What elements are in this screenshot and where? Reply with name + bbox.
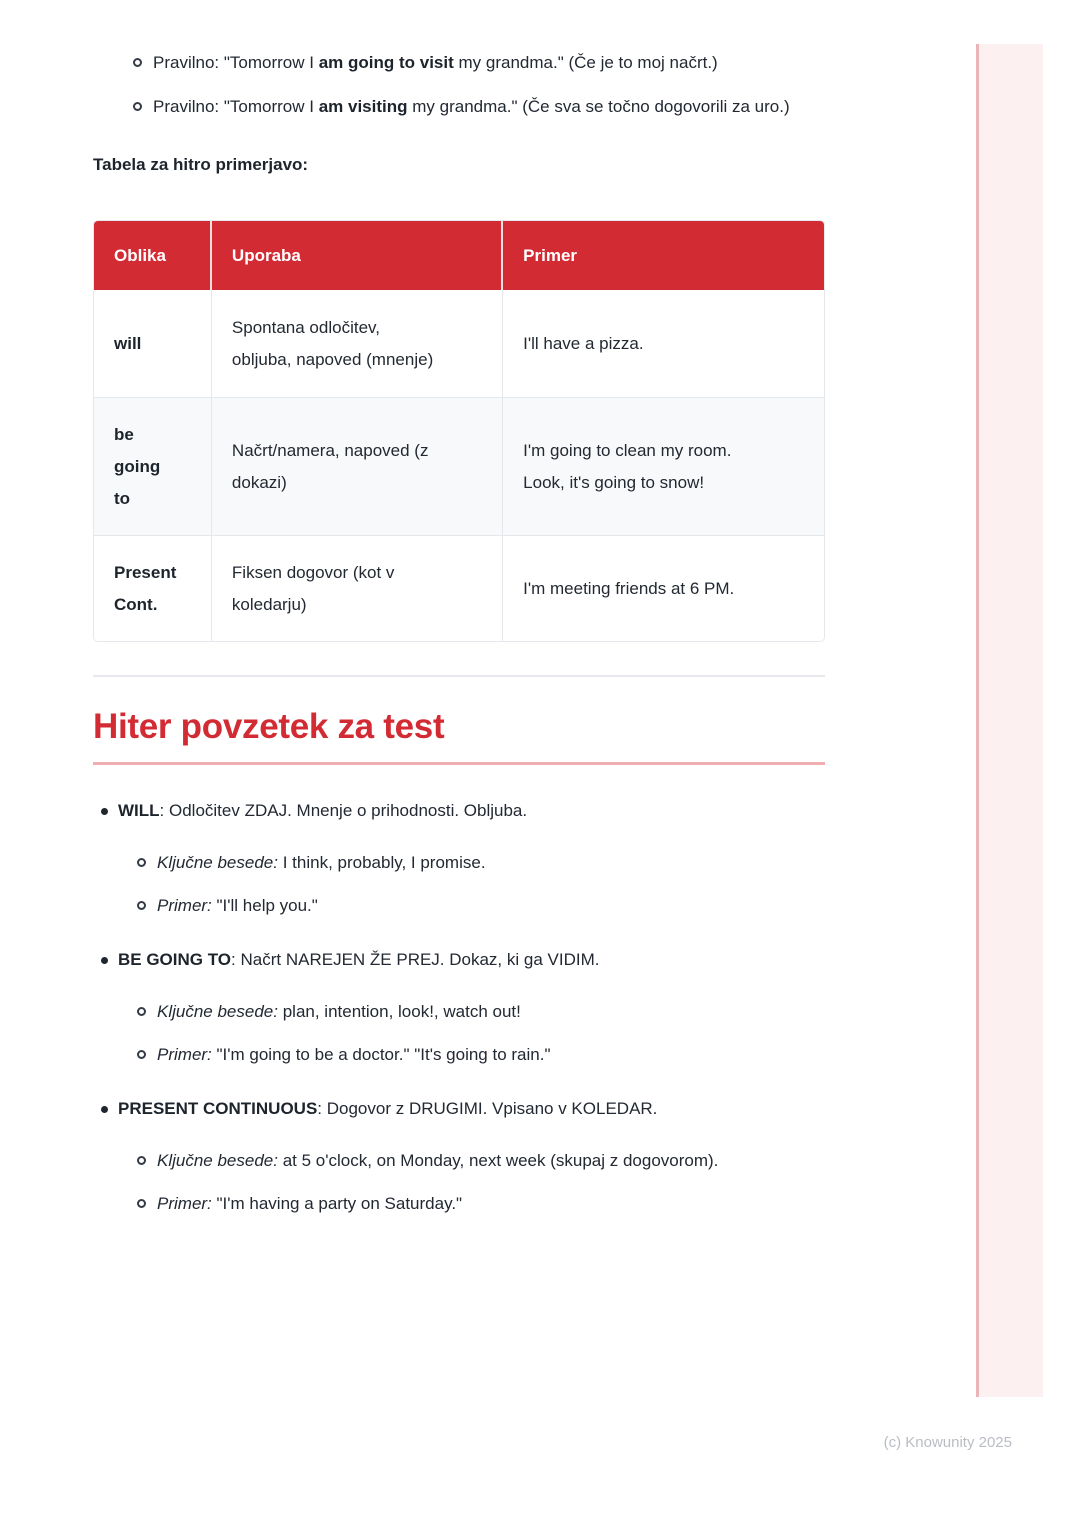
use-cell: Spontana odločitev, obljuba, napoved (mnenje) [212,290,503,398]
bullet-disc-icon [101,1106,108,1113]
keyword-text: at 5 o'clock, on Monday, next week (skupaj z dogovorom). [277,1151,719,1170]
table-header-cell: Primer [503,221,824,290]
bullet-text-post: my grandma." (Če sva se točno dogovorili za uro.) [407,97,790,116]
summary-term: PRESENT CONTINUOUS [118,1099,318,1118]
summary-sub-item [118,846,825,879]
table-row [94,398,824,536]
example-label: Primer: [157,1045,212,1064]
table-header-cell: Uporaba [212,221,503,290]
use-cell: Fiksen dogovor (kot v koledarju) [212,536,503,641]
example-label: Primer: [157,1194,212,1213]
bullet-text-pre: Pravilno: "Tomorrow I [153,97,319,116]
example-text: "I'll help you." [211,896,318,915]
summary-sub-list [118,846,825,922]
keyword-text: I think, probably, I promise. [277,853,486,872]
use-cell: Načrt/namera, napoved (z dokazi) [212,398,503,536]
bullet-disc-icon [101,808,108,815]
table-intro-label: Tabela za hitro primerjavo: [93,155,309,174]
form-cell: will [94,290,212,398]
summary-heading: Hiter povzetek za test [93,707,445,746]
intro-bullet-item [93,46,825,79]
example-text: "I'm going to be a doctor." "It's going to rain." [211,1045,551,1064]
summary-sub-list [118,995,825,1071]
table-row [94,536,824,641]
bullet-text-post: my grandma." (Če je to moj načrt.) [453,53,718,72]
summary-sub-item [118,1187,825,1220]
keyword-label: Ključne besede: [157,1151,278,1170]
intro-bullet-item [93,90,825,123]
summary-sub-item [118,1038,825,1071]
example-text: "I'm having a party on Saturday." [211,1194,463,1213]
heading-underline [93,762,825,765]
section-divider [93,675,825,677]
bullet-disc-icon [101,957,108,964]
bullet-text-bold: am visiting [318,97,408,116]
bullet-circle-icon [137,858,146,867]
example-cell: I'm going to clean my room. Look, it's going to snow! [503,398,824,536]
example-label: Primer: [157,896,212,915]
form-cell: Present Cont. [94,536,212,641]
summary-desc: : Odločitev ZDAJ. Mnenje o prihodnosti. Obljuba. [159,801,528,820]
bullet-circle-icon [137,1007,146,1016]
intro-bullet-list [93,46,825,123]
example-cell: I'll have a pizza. [503,290,824,398]
form-cell: be going to [94,398,212,536]
summary-sub-list [118,1144,825,1220]
comparison-table [93,220,825,642]
summary-item [93,794,825,922]
summary-sub-item [118,1144,825,1177]
table-header-cell: Oblika [94,221,212,290]
keyword-text: plan, intention, look!, watch out! [277,1002,521,1021]
bullet-circle-icon [137,1156,146,1165]
bullet-text-pre: Pravilno: "Tomorrow I [153,53,319,72]
example-cell: I'm meeting friends at 6 PM. [503,536,824,641]
table-header-row [94,221,824,290]
summary-desc: : Dogovor z DRUGIMI. Vpisano v KOLEDAR. [317,1099,658,1118]
summary-term: WILL [118,801,160,820]
summary-list [93,794,825,1220]
keyword-label: Ključne besede: [157,853,278,872]
bullet-circle-icon [133,102,142,111]
summary-desc: : Načrt NAREJEN ŽE PREJ. Dokaz, ki ga VIDIM. [231,950,600,969]
bullet-circle-icon [133,58,142,67]
table-row [94,290,824,398]
bullet-circle-icon [137,1050,146,1059]
summary-sub-item [118,995,825,1028]
bullet-circle-icon [137,901,146,910]
keyword-label: Ključne besede: [157,1002,278,1021]
bullet-circle-icon [137,1199,146,1208]
footer-copyright: (c) Knowunity 2025 [883,1434,1012,1451]
bullet-text-bold: am going to visit [318,53,454,72]
document-content [93,46,825,1241]
summary-item [93,943,825,1071]
summary-sub-item [118,889,825,922]
summary-term: BE GOING TO [118,950,232,969]
side-strip [976,44,1043,1397]
summary-item [93,1092,825,1220]
